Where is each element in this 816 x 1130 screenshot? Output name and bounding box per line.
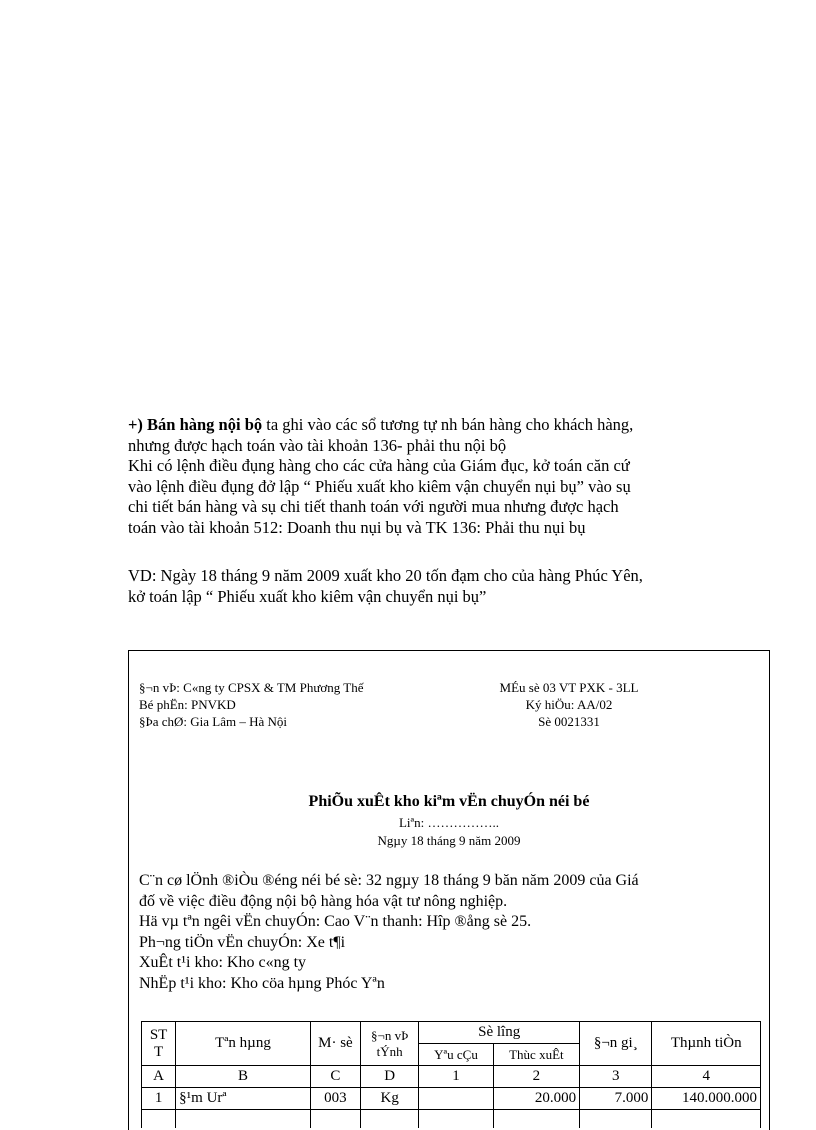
index-cell: D [361, 1066, 419, 1088]
col-qty-act-header: Thùc xuÊt [493, 1044, 579, 1066]
intro-line: nhưng được hạch toán vào tài khoản 136- phải thu nội bộ [128, 435, 507, 455]
index-cell: B [176, 1066, 311, 1088]
empty-cell [142, 1110, 176, 1129]
cell-name: §¹m Urª [176, 1088, 311, 1110]
example-line: VD: Ngày 18 tháng 9 năm 2009 xuất kho 20 tốn đạm cho của hàng Phúc Yên, [128, 566, 643, 585]
col-code-header: M· sè [310, 1022, 360, 1066]
col-unit-header: §¬n vÞ tÝnh [361, 1022, 419, 1066]
cell-amount: 140.000.000 [652, 1088, 761, 1110]
empty-cell [419, 1110, 493, 1129]
form-body-line: NhËp t¹i kho: Kho cöa hµng Phóc Yªn [139, 974, 385, 992]
table-header-row [142, 1022, 761, 1044]
delivery-note-form [128, 650, 770, 1130]
form-body-line: Ph¬ng tiÖn vËn chuyÓn: Xe t¶i [139, 933, 346, 951]
form-symbol: Ký hiÖu: AA/02 [525, 697, 613, 712]
empty-cell [493, 1110, 579, 1129]
empty-cell [176, 1110, 311, 1129]
index-cell: 3 [580, 1066, 652, 1088]
intro-line: toán vào tài khoản 512: Doanh thu nụi bụ và TK 136: Phải thu nụi bụ [128, 517, 586, 537]
form-template-no: MÉu sè 03 VT PXK - 3LL [499, 680, 639, 695]
col-qty-req-header: Yªu cÇu [419, 1044, 493, 1066]
empty-cell [361, 1110, 419, 1129]
intro-text: ta ghi vào các sổ tương tự nh bán hàng cho khách hàng, [262, 415, 634, 434]
index-cell: C [310, 1066, 360, 1088]
intro-line: chi tiết bán hàng và sụ chi tiết thanh toán với người mua nhưng được hạch [128, 497, 619, 516]
form-header-left [139, 679, 363, 730]
col-amount-header: Thµnh tiÒn [652, 1022, 761, 1066]
index-cell: 2 [493, 1066, 579, 1088]
company-address: §Þa chØ: Gia Lâm – Hà Nội [139, 714, 288, 729]
index-cell: A [142, 1066, 176, 1088]
cell-qty-act: 20.000 [493, 1088, 579, 1110]
cell-code: 003 [310, 1088, 360, 1110]
items-table [141, 1021, 761, 1128]
company-name: §¬n vÞ: C«ng ty CPSX & TM Phương Thế [139, 680, 364, 695]
form-body [139, 871, 639, 994]
col-stt-header: ST T [142, 1022, 176, 1066]
form-title: PhiÕu xuÊt kho kiªm vËn chuyÓn néi bé [308, 793, 590, 810]
form-body-line: đố về việc điều động nội bộ hàng hóa vật tư nông nghiệp. [139, 892, 508, 910]
department: Bé phËn: PNVKD [139, 697, 236, 712]
example-paragraph [128, 566, 748, 607]
form-header-right [429, 679, 709, 730]
col-qty-header: Sè lîng [419, 1022, 580, 1044]
col-name-header: Tªn hµng [176, 1022, 311, 1066]
intro-line: vào lệnh điều đụng đở lập “ Phiếu xuất kho kiêm vận chuyển nụi bụ” vào sụ [128, 476, 631, 496]
table-row-empty [142, 1110, 761, 1129]
intro-line [128, 415, 748, 436]
form-body-line: Hä vµ tªn ngêi vËn chuyÓn: Cao V¨n thanh: Hîp ®ång sè 25. [139, 913, 532, 930]
col-price-header: §¬n gi¸ [580, 1022, 652, 1066]
copy-line: Liªn: …………….. [398, 815, 499, 830]
intro-paragraph [128, 415, 748, 538]
form-body-line: XuÊt t¹i kho: Kho c«ng ty [139, 954, 307, 971]
form-date: Ngµy 18 tháng 9 năm 2009 [377, 833, 521, 848]
empty-cell [580, 1110, 652, 1129]
index-cell: 1 [419, 1066, 493, 1088]
form-number: Sè 0021331 [538, 714, 600, 729]
cell-unit: Kg [361, 1088, 419, 1110]
cell-qty-req [419, 1088, 493, 1110]
cell-price: 7.000 [580, 1088, 652, 1110]
form-body-line: C¨n cø lÖnh ®iÒu ®éng néi bé sè: 32 ngµy 18 tháng 9 băn năm 2009 của Giá [139, 872, 639, 889]
empty-cell [652, 1110, 761, 1129]
table-row [142, 1088, 761, 1110]
intro-line: Khi có lệnh điều đụng hàng cho các cửa hàng của Giám đục, kở toán căn cứ [128, 456, 630, 475]
example-line: kở toán lập “ Phiếu xuất kho kiêm vận chuyển nụi bụ” [128, 586, 487, 606]
intro-heading: +) Bán hàng nội bộ [128, 415, 263, 434]
table-index-row [142, 1066, 761, 1088]
empty-cell [310, 1110, 360, 1129]
cell-stt: 1 [142, 1088, 176, 1110]
index-cell: 4 [652, 1066, 761, 1088]
